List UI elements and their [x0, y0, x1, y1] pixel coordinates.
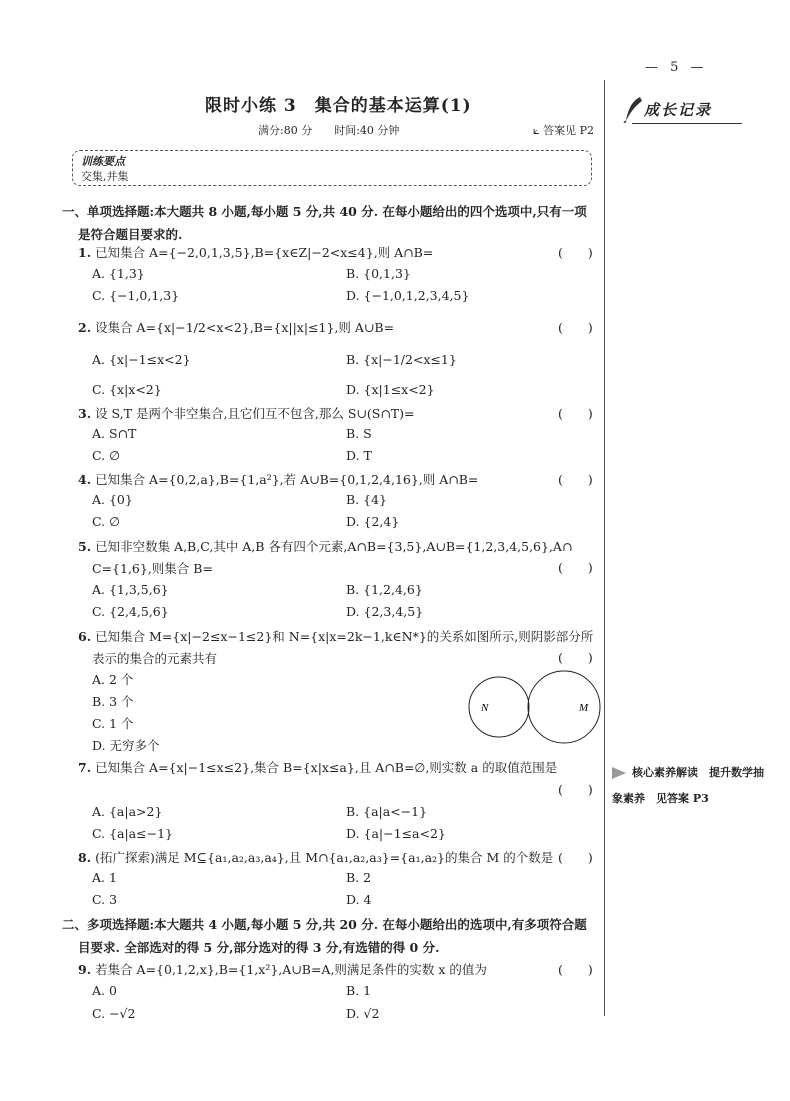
corner-mark-icon: ⟀: [533, 124, 540, 137]
q5-option-b[interactable]: B. {1,2,4,6}: [346, 582, 423, 597]
answer-blank-2[interactable]: ( ): [558, 320, 593, 335]
score-time-info: 满分:80 分 时间:40 分钟: [258, 124, 400, 137]
venn-circle-m: [528, 671, 600, 743]
section1-heading: 一、单项选择题:本大题共 8 小题,每小题 5 分,共 40 分. 在每小题给出的四个选项中,只有一项 是符合题目要求的.: [62, 204, 587, 242]
q3-option-c[interactable]: C. ∅: [92, 448, 120, 463]
q9-option-b[interactable]: B. 1: [346, 983, 372, 998]
q1-option-d[interactable]: D. {−1,0,1,2,3,4,5}: [346, 288, 470, 303]
answer-blank-4[interactable]: ( ): [558, 472, 593, 487]
q6-option-d[interactable]: D. 无穷多个: [92, 738, 160, 753]
q8-option-b[interactable]: B. 2: [346, 870, 372, 885]
q5-option-c[interactable]: C. {2,4,5,6}: [92, 604, 169, 619]
page-title: 限时小练 3 集合的基本运算(1): [205, 96, 472, 116]
question-5: 5. 已知非空数集 A,B,C,其中 A,B 各有四个元素,A∩B={3,5},A∪B={1,2,3,4,5,6},A∩ C={1,6},则集合 B=: [78, 539, 573, 576]
column-divider: [604, 80, 605, 1016]
q2-option-a[interactable]: A. {x|−1≤x<2}: [92, 352, 191, 367]
page-number: — 5 —: [645, 60, 708, 75]
question-8: 8. (拓广探索)满足 M⊆{a₁,a₂,a₃,a₄},且 M∩{a₁,a₂,a₃}={a₁,a₂}的集合 M 的个数是: [78, 850, 554, 865]
q5-option-d[interactable]: D. {2,3,4,5}: [346, 604, 424, 619]
q4-option-a[interactable]: A. {0}: [92, 492, 133, 507]
q2-option-c[interactable]: C. {x|x<2}: [92, 382, 162, 397]
answer-blank-8[interactable]: ( ): [558, 850, 593, 865]
keypoints-content: 交集,并集: [81, 170, 129, 183]
q4-option-d[interactable]: D. {2,4}: [346, 514, 400, 529]
question-6: 6. 已知集合 M={x|−2≤x−1≤2}和 N={x|x=2k−1,k∈N*}的关系如图所示,则阴影部分所 表示的集合的元素共有: [78, 629, 594, 666]
growth-underline: [632, 123, 742, 124]
q1-option-b[interactable]: B. {0,1,3}: [346, 266, 411, 281]
question-4: 4. 已知集合 A={0,2,a},B={1,a²},若 A∪B={0,1,2,4,16},则 A∩B=: [78, 472, 479, 487]
q9-option-a[interactable]: A. 0: [92, 983, 117, 998]
answer-blank-1[interactable]: ( ): [558, 245, 593, 260]
q8-option-a[interactable]: A. 1: [92, 870, 117, 885]
q6-option-a[interactable]: A. 2 个: [92, 672, 134, 687]
venn-label-m: M: [579, 702, 589, 714]
q5-option-a[interactable]: A. {1,3,5,6}: [92, 582, 169, 597]
question-2: 2. 设集合 A={x|−1/2<x<2},B={x||x|≤1},则 A∪B=: [78, 320, 395, 335]
q7-option-c[interactable]: C. {a|a≤−1}: [92, 826, 173, 841]
question-9: 9. 若集合 A={0,1,2,x},B={1,x²},A∪B=A,则满足条件的实数 x 的值为: [78, 962, 487, 977]
q3-option-b[interactable]: B. S: [346, 426, 372, 441]
q7-option-b[interactable]: B. {a|a<−1}: [346, 804, 428, 819]
q8-option-c[interactable]: C. 3: [92, 892, 118, 907]
venn-diagram: [466, 670, 602, 750]
venn-circle-n: [469, 677, 529, 737]
answer-reference: ⟀ 答案见 P2: [533, 124, 594, 137]
q3-option-d[interactable]: D. T: [346, 448, 372, 463]
q6-option-b[interactable]: B. 3 个: [92, 694, 134, 709]
core-literacy-note: 核心素养解读 提升数学抽 象素养 见答案 P3: [612, 766, 764, 805]
q7-option-d[interactable]: D. {a|−1≤a<2}: [346, 826, 446, 841]
answer-blank-9[interactable]: ( ): [558, 962, 593, 977]
q8-option-d[interactable]: D. 4: [346, 892, 372, 907]
q1-option-c[interactable]: C. {−1,0,1,3}: [92, 288, 180, 303]
growth-record-label: 成长记录: [644, 101, 713, 119]
q4-option-c[interactable]: C. ∅: [92, 514, 120, 529]
q1-option-a[interactable]: A. {1,3}: [92, 266, 145, 281]
answer-blank-5[interactable]: ( ): [558, 560, 593, 575]
q4-option-b[interactable]: B. {4}: [346, 492, 387, 507]
q9-option-d[interactable]: D. √2: [346, 1006, 380, 1021]
arrow-right-icon: [612, 767, 626, 779]
growth-record-header: [622, 95, 742, 125]
training-keypoints-box: [72, 150, 592, 186]
question-3: 3. 设 S,T 是两个非空集合,且它们互不包含,那么 S∪(S∩T)=: [78, 406, 415, 421]
section2-heading: 二、多项选择题:本大题共 4 小题,每小题 5 分,共 20 分. 在每小题给出的选项中,有多项符合题 目要求. 全部选对的得 5 分,部分选对的得 3 分,有选错的得 0 分.: [62, 917, 587, 955]
answer-blank-7[interactable]: ( ): [558, 782, 593, 797]
q3-option-a[interactable]: A. S∩T: [92, 426, 137, 441]
answer-blank-3[interactable]: ( ): [558, 406, 593, 421]
q6-option-c[interactable]: C. 1 个: [92, 716, 134, 731]
venn-label-n: N: [481, 702, 489, 714]
question-1: 1. 已知集合 A={−2,0,1,3,5},B={x∈Z|−2<x≤4},则 A∩B=: [78, 245, 434, 260]
q2-option-b[interactable]: B. {x|−1/2<x≤1}: [346, 352, 457, 367]
question-7: 7. 已知集合 A={x|−1≤x≤2},集合 B={x|x≤a},且 A∩B=∅,则实数 a 的取值范围是: [78, 760, 558, 775]
q9-option-c[interactable]: C. −√2: [92, 1006, 136, 1021]
answer-blank-6[interactable]: ( ): [558, 650, 593, 665]
q2-option-d[interactable]: D. {x|1≤x<2}: [346, 382, 435, 397]
q7-option-a[interactable]: A. {a|a>2}: [92, 804, 163, 819]
quill-icon: [622, 95, 644, 123]
keypoints-title: 训练要点: [81, 155, 125, 168]
